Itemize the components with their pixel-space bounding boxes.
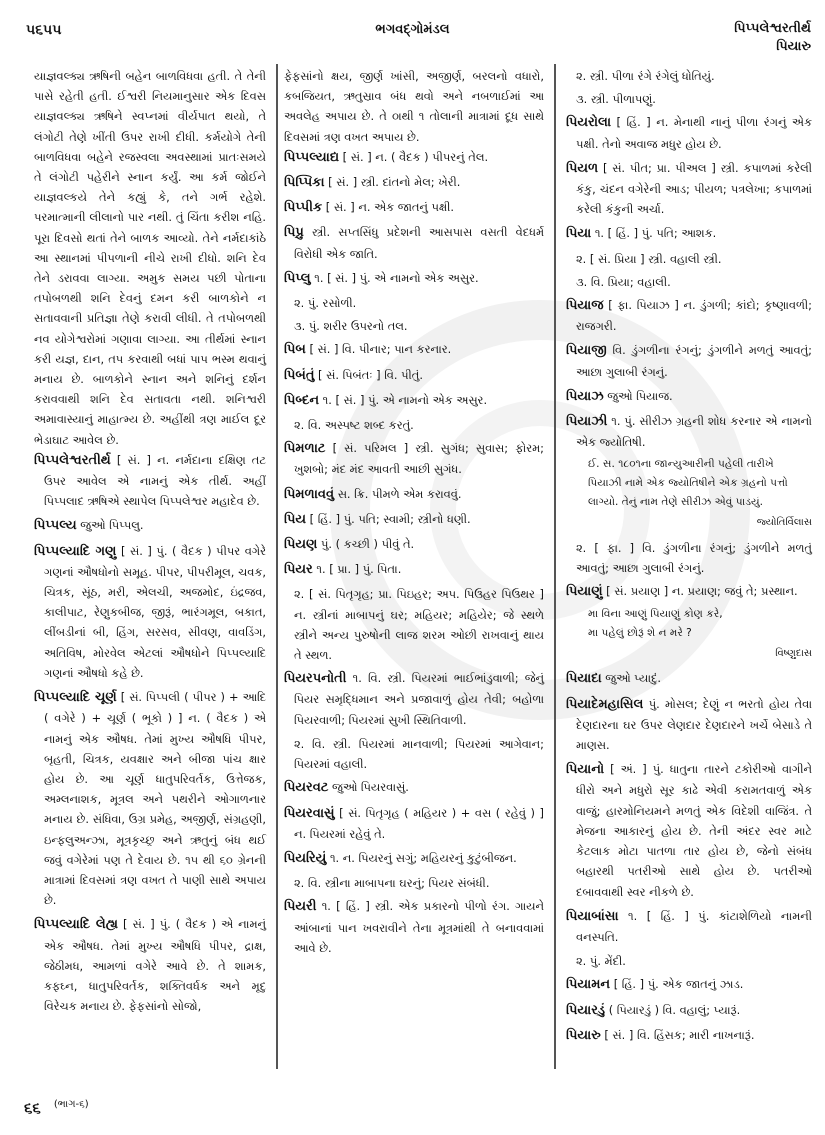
dictionary-entry — [284, 777, 544, 798]
entry-headword: પિમળાટ — [284, 441, 326, 457]
entry-headword: પિયરવટ — [284, 780, 329, 796]
dictionary-entry — [284, 365, 544, 386]
dictionary-entry — [284, 339, 544, 360]
entry-definition: [ ફા. પિયાઝ ] ન. ડુંગળી; કાંદો; કૃષ્ણાવળી; રાજગરી. — [576, 298, 812, 334]
quotation-source: જ્યોતિર્વિલાસ — [756, 517, 812, 529]
entry-definition: [ સં. ] પું. ( વૈદક ) પીપર વગેરે ગણનાં ઔષધોનો સમૂહ. પીપર, પીપરીમૂલ, ચવક, ચિત્રક, સૂંઠ, મરી, એલચી, અજમોદ, ઇંદ્રજવ, કાલીપાટ, રેણુકબીજ, જીરૂં, ભારંગમૂલ, બકાત, લીંબડીનાં બી, હિંગ, સરસવ, સીવણ, વાવડિંગ, અતિવિષ, મોરવેલ એટલાં ઔષધોને પિપ્પલ્યાદિ ગણનાં ઔષધો કહે છે. — [44, 543, 266, 680]
entry-headword: પિપ્પિકા — [284, 175, 325, 191]
entry-definition: ૧. [ સં. ] પું. એ નામનો એક અસુર. — [310, 270, 479, 285]
entry-headword: પિયા — [566, 226, 592, 242]
footer-part-label: (ભાગ-૬) — [53, 1098, 89, 1110]
entry-definition: [ હિં. ] ન. મેનાથી નાનું પીળા રંગનું એક પક્ષી. તેનો અવાજ મધુર હોય છે. — [576, 115, 812, 151]
dictionary-entry — [34, 450, 266, 512]
entry-definition: ૧. [ હિં. ] સ્ત્રી. એક પ્રકારનો પીળો રંગ. ગાયને આંબાનાં પાન ખવરાવીને તેના મૂત્રમાંથી તે બનાવવામાં આવે છે. — [294, 899, 544, 955]
dictionary-entry — [284, 268, 544, 289]
entry-definition: ૧. [ હિં. ] પું. પતિ; આશક. — [591, 226, 717, 241]
quotation-line: ઈ. સ. ૧૮૦૧ના જાન્યુઆરીની પહેલી તારીખે — [588, 458, 774, 471]
entry-definition: સ. ક્રિ. પીમળે એમ કરાવવું. — [334, 486, 462, 501]
entry-headword: પિબ્દન — [284, 392, 320, 408]
guide-word-last: પિયારુ — [776, 39, 811, 54]
column-divider — [276, 64, 278, 1069]
quotation-line: લાગ્યો. તેનું નામ તેણે સીરીઝ એવું પાડયું. — [588, 496, 764, 509]
dictionary-entry — [284, 390, 544, 411]
entry-definition: [ સં. પિબંતઃ ] વિ. પીતું. — [314, 367, 423, 382]
dictionary-entry — [284, 484, 544, 505]
entry-headword: પિપ્પીક — [284, 200, 323, 216]
quotation-line: પિયાઝી નામે એક જ્યોતિષીને એક ગ્રહનો પત્તો — [588, 477, 788, 490]
dictionary-entry — [284, 559, 544, 580]
entry-definition: [ હિં. ] પું. પતિ; સ્વામી; સ્ત્રીનો ધણી. — [306, 511, 471, 526]
dictionary-entry — [566, 1025, 812, 1046]
continued-text: ફેફસાંનો ક્ષય, જીર્ણ ખાંસી, અજીર્ણ, બરલનો વધારો, કબજિયત, ઋતુસ્રાવ બંધ થવો અને નબળાઈમાં આ અવલેહ અપાય છે. તે ૦ાથી ૧ તોલાની માત્રામાં દૂધ સાથે દિવસમાં ત્રણ વખત અપાય છે. — [284, 69, 544, 144]
continued-text: યાજ્ઞવલ્ક્ય ઋષિની બહેન બાળવિધવા હતી. તે તેની પાસે રહેતી હતી. ઈશ્વરી નિયમાનુસાર એક દિવસ યાજ્ઞવલ્ક્ય ઋષિને સ્વપ્નમાં વીર્યપાત થયો, તે લંગોટી તેણે ખીંતી ઉપર રાખી દીધી. કર્મયોગે તેની બાળવિધવા બહેને રજસ્વલા અવસ્થામાં પ્રાતઃસમયે તે લંગોટી પહેરીને સ્નાન કર્યું. આ કર્મ જોઈને યાજ્ઞવલ્કયે તેને કહ્યું કે, તને ગર્ભ રહેશે. પરમાત્માની લીલાનો પાર નથી. તું ચિંતા કરીશ નહિ. પૂરા દિવસો થતાં તેને બાળક આવ્યો. તેને નર્મદાકાંઠે આ સ્થાનમાં પીપળાની નીચે રાખી દીધો. શનિ દેવ તેને ડરાવવા લાગ્યા. અમુક સમય પછી પોતાના તપોબળથી શનિ દેવનું દમન કરી બાળકોને ન સતાવવાની પ્રતિજ્ઞા તેણે કરાવી લીધી. તે તપોબળથી નવ યોગેશ્વરોમાં ગણાવા લાગ્યા. આ તીર્થમાં સ્નાન કરી યજ્ઞ, દાન, તપ કરવાથી બધાં પાપ ભસ્મ થવાનું મનાય છે. બાળકોને સ્નાન અને શનિનું દર્શન કરાવવાથી શનિ દેવ સતાવતા નથી. શનિશ્વરી અમાવાસ્યાનું માહાત્મ્ય છે. અહીંથી ત્રણ માઈલ દૂર ભેડાઘાટ આવેલ છે. — [34, 69, 266, 447]
entry-definition: [ સં. પિતૃગૃહ ( મહિયર ) + વસ ( રહેવું ) ] ન. પિયરમાં રહેવું તે. — [294, 805, 544, 841]
quotation-source: વિષ્ણુદાસ — [775, 648, 812, 660]
column-divider — [554, 64, 556, 1069]
dictionary-entry — [566, 974, 812, 995]
dictionary-entry — [34, 687, 266, 910]
dictionary-entry — [284, 222, 544, 263]
entry-headword: પિયણ — [284, 537, 318, 553]
entry-headword: પિયર — [284, 562, 313, 578]
entry-definition: ૧. વિ. સ્ત્રી. પિયરમાં ભાઈભાંડુવાળી; જેનું પિયર સમૃદ્ધિમાન અને પ્રજાવાળું હોય તેવી; બહોળા પિયરવાળી; પિયરમાં સુખી સ્થિતિવાળી. — [294, 671, 544, 727]
dictionary-entry — [284, 509, 544, 530]
entry-definition: જુઓ પિયાજ. — [603, 388, 673, 403]
entry-headword: પિપ્લુ — [284, 270, 311, 286]
entry-headword: પિપ્પલ્યાદિ ચૂર્ણ — [34, 690, 117, 706]
entry-headword: પિયારુ — [566, 1027, 601, 1043]
entry-headword: પિપ્રુ — [284, 225, 304, 241]
sub-sense: ૨. પું. રસોળી. — [294, 296, 357, 311]
column-1 — [34, 66, 266, 1020]
entry-headword: પિપ્પલ્યાદિ ગણુ — [34, 543, 117, 559]
entry-definition: વિ. ડુંગળીના રંગનું; ડુંગળીને મળતું આવતું; આછા ગુલાબી રંગનું. — [576, 343, 812, 379]
dictionary-entry — [284, 668, 544, 730]
entry-headword: પિયારડું — [566, 1002, 606, 1018]
dictionary-entry — [284, 438, 544, 479]
entry-headword: પિયાનો — [566, 762, 605, 778]
entry-definition: સ્ત્રી. સપ્તસિંધુ પ્રદેશની આસપાસ વસતી વેદધર્મ વિરોધી એક જાતિ. — [294, 225, 544, 261]
dictionary-entry — [284, 803, 544, 844]
entry-definition: [ સં. પિપ્પલી ( પીપર ) + આદિ ( વગેરે ) + ચૂર્ણ ( ભૂકો ) ] ન. ( વૈદક ) એ નામનું એક ઔષધ. તેમાં મુખ્ય ઔષધિ પીપર, બૃહતી, ચિત્રક, યવક્ષાર અને બીજા પાંચ ક્ષાર હોય છે. આ ચૂર્ણ ધાતુપરિવર્તક, ઉત્તેજક, અમ્લનાશક, મૂત્રલ અને પથરીને ઓગાળનાર મનાય છે. સંધિવા, ઉગ્ર પ્રમેહ, અજીર્ણ, સંગ્રહણી, ઇન્ફલુઅન્ઝા, મૂત્રકૃચ્છ્ર અને ઋતુનું બંધ થઈ જવું વગેરેમાં પણ તે દેવાય છે. ૧૫ થી ૬૦ ગ્રેનની માત્રામાં દિવસમાં ત્રણ વખત તે પાણી સાથે અપાય છે. — [44, 690, 266, 908]
sub-sense: ૨. [ ફા. ] વિ. ડુંગળીના રંગનું; ડુંગળીને મળતું આવતું; આછા ગુલાબી રંગનું. — [576, 540, 812, 575]
dictionary-entry — [34, 541, 266, 683]
entry-definition: [ સં. ] વિ. હિંસક; મારી નાખનારૂં. — [600, 1027, 755, 1042]
entry-definition: [ સં. ] પું. ( વૈદક ) એ નામનું એક ઔષધ. તેમાં મુખ્ય ઔષધિ પીપર, દ્રાક્ષ, જેઠીમધ, આમળાં વગેરે આવે છે. તે શામક, કફઘ્ન, ધાતુપરિવર્તક, શક્તિવર્ધક અને મૃદુ વિરેચક મનાય છે. ફેફસાંનો સોજો, — [44, 917, 266, 1014]
book-title: ભગવદ્ગોમંડલ — [375, 22, 450, 37]
dictionary-entry — [284, 172, 544, 193]
entry-headword: પિયાબાંસા — [566, 908, 619, 924]
entry-headword: પિમળાવવું — [284, 486, 335, 502]
sub-sense: ૨. [ સં. પ્રિયા ] સ્ત્રી. વહાલી સ્ત્રી. — [576, 251, 722, 266]
entry-headword: પિયળ — [566, 160, 599, 176]
sub-sense: ૨. વિ. સ્ત્રી. પિયરમાં માનવાળી; પિયરમાં આગેવાન; પિયરમાં વહાલી. — [294, 736, 544, 772]
entry-definition: ૧. [ સં. ] પું. એ નામનો એક અસુર. — [319, 392, 488, 407]
sub-sense: ૨. વિ. અસ્પષ્ટ શબ્દ કરતું. — [294, 418, 414, 433]
entry-definition: [ સં. ] વિ. પીનાર; પાન કરનાર. — [305, 342, 452, 357]
dictionary-entry — [566, 112, 812, 153]
entry-headword: પિપ્પલ્યાદ્ય — [284, 149, 340, 165]
entry-headword: પિયરિયું — [284, 850, 327, 866]
entry-definition: જુઓ પિયરવાસું. — [328, 780, 409, 795]
dictionary-entry — [566, 668, 812, 689]
dictionary-entry — [566, 1000, 812, 1021]
dictionary-entry — [34, 914, 266, 1016]
entry-definition: [ સં. ] ન. ( વૈદક ) પીપરનું તેલ. — [339, 149, 489, 164]
entry-headword: પિયાજી — [566, 343, 607, 359]
dictionary-entry — [566, 906, 812, 947]
dictionary-entry — [284, 896, 544, 958]
entry-headword: પિયરોલા — [566, 115, 612, 131]
dictionary-entry — [284, 848, 544, 869]
entry-definition: જુઓ પ્યાદું. — [601, 671, 662, 686]
quotation-line: મા પહેલું છોરૂં શે ન મરે ? — [588, 627, 692, 640]
entry-definition: ૧. ન. પિયરનું સગું; મહિયરનું કુટુંબીજન. — [326, 850, 517, 865]
dictionary-entry — [566, 340, 812, 381]
sub-sense: ૨. [ સં. પિતૃગૃહ; પ્રા. પિઇહર; અપ. પિઉહર પિઉથર ] ન. સ્ત્રીનાં માબાપનું ઘર; મહિયર; મહિયેર; જે સ્થળે સ્ત્રીને અન્ય પુરુષોની લાજ શરમ ઓછી રાખવાનું થાય તે સ્થળ. — [294, 587, 544, 663]
sub-sense: ૩. વિ. પ્રિયા; વહાલી. — [576, 274, 671, 289]
sub-sense: ૩. સ્ત્રી. પીળાપણું. — [576, 92, 656, 107]
page-footer — [24, 1098, 89, 1117]
entry-headword: પિપ્પલ્ય — [34, 518, 77, 534]
dictionary-entry — [566, 694, 812, 756]
entry-headword: પિયાઝ — [566, 388, 604, 404]
entry-definition: [ સં. પીત; પ્રા. પીઅલ ] સ્ત્રી. કપાળમાં કરેલી કંકુ, ચંદન વગેરેની આડ; પીયળ; પત્રલેખા; કપાળમાં કરેલી કંકુની અર્ચા. — [576, 160, 812, 217]
dictionary-entry — [284, 534, 544, 555]
quotation-line: મા વિના આણું પિયાણું કોણ કરે, — [588, 608, 723, 621]
column-2 — [284, 66, 544, 962]
entry-definition: ૧. [ પ્રા. ] પું. પિતા. — [312, 562, 402, 577]
guide-words — [734, 20, 811, 56]
entry-headword: પિયરપનોતી — [284, 671, 347, 687]
entry-definition: પું. મોસલ; દેણું ન ભરતો હોય તેવા દેણદારના ઘર ઉપર લેણદાર દેણદારને ખર્ચે બેસાડે તે માણસ. — [576, 696, 812, 753]
dictionary-entry — [566, 411, 812, 452]
sub-sense: ૩. પું. શરીર ઉપરનો તલ. — [294, 319, 408, 334]
entry-definition: ૧. [ હિં. ] પું. કાંટાશેળિયો નામની વનસ્પતિ. — [576, 908, 812, 944]
dictionary-entry — [284, 197, 544, 218]
page-header — [0, 18, 825, 63]
entry-definition: ૧. પું. સીરીઝ ગ્રહની શોધ કરનાર એ નામનો એક જ્યોતિષી. — [576, 414, 812, 450]
entry-definition: [ અં. ] પું. ધાતુના તારને ટકોરીઓ વાગીને ધીરો અને મધુરો સૂર કાઢે એવી કરામતવાળું એક વાજું; હારમોનિયમને મળતું એક વિદેશી વાજિંત્ર. તે મેજના આકારનું હોય છે. તેની અંદર સ્વર માટે કેટલાક મોટા પાતળા તાર હોય છે, જેનો સંબંધ બહારથી પતરીઓ સાથે હોય છે. પતરીઓ દબાવવાથી સ્વર નીકળે છે. — [576, 762, 812, 899]
entry-definition: [ સં. ] ન. નર્મદાના દક્ષિણ તટ ઉપર આવેલ એ નામનું એક તીર્થ. અહીં પિપ્પલાદ ઋષિએ સ્થાપેલ પિપ્પલેશ્વર મહાદેવ છે. — [44, 452, 266, 509]
sub-sense: ૨. સ્ત્રી. પીળા રંગે રંગેલું ધોતિયું. — [576, 69, 715, 83]
entry-definition: [ સં. પ્રયાણ ] ન. પ્રયાણ; જવું તે; પ્રસ્થાન. — [602, 584, 798, 599]
dictionary-entry — [566, 158, 812, 220]
entry-definition: [ સં. પરિમલ ] સ્ત્રી. સુગંધ; સુવાસ; ફોરમ; ખુશબો; મંદ મંદ આવતી આછી સુગંધ. — [294, 441, 544, 477]
entry-headword: પિપ્પલ્યાદિ લેહ્ય — [34, 917, 118, 933]
dictionary-entry — [566, 581, 812, 602]
dictionary-entry — [284, 147, 544, 168]
entry-definition: [ સં. ] સ્ત્રી. દાંતનો મેલ; ખેરી. — [324, 175, 461, 190]
entry-headword: પિયરવાસું — [284, 805, 335, 821]
entry-headword: પિયરી — [284, 899, 317, 915]
sub-sense: ૨. પું. મેંદી. — [576, 954, 626, 969]
column-3 — [566, 66, 812, 1050]
entry-definition: ( પિયારડું ) વિ. વહાલું; પ્યારૂં. — [605, 1002, 741, 1017]
entry-definition: [ હિં. ] પું. એક જાતનું ઝાડ. — [610, 977, 744, 992]
entry-headword: પિયાજ — [566, 298, 604, 314]
entry-headword: પિપ્પલેશ્વરતીર્થ — [34, 452, 111, 468]
footer-page-number: ૬૬ — [24, 1099, 41, 1117]
entry-definition: પું. ( કચ્છી ) પીવું તે. — [317, 537, 415, 552]
entry-definition: જુઓ પિપ્પલુ. — [76, 518, 144, 533]
entry-headword: પિયાણું — [566, 584, 603, 600]
entry-headword: પિબ — [284, 342, 306, 358]
entry-headword: પિયાઝી — [566, 414, 608, 430]
sub-sense: ૨. વિ. સ્ત્રીના માબાપના ઘરનું; પિયર સંબંધી. — [294, 876, 490, 891]
dictionary-entry — [566, 386, 812, 407]
entry-headword: પિબંતું — [284, 367, 315, 383]
dictionary-entry — [34, 515, 266, 536]
guide-word-first: પિપ્પલેશ્વરતીર્થ — [734, 21, 811, 36]
dictionary-entry — [566, 295, 812, 336]
entry-headword: પિયામન — [566, 977, 611, 993]
entry-headword: પિયાદેમહાસિલ — [566, 696, 644, 712]
entry-headword: પિય — [284, 511, 307, 527]
dictionary-entry — [566, 223, 812, 244]
page-number: ૫૬૫૫ — [26, 22, 62, 38]
entry-definition: [ સં. ] ન. એક જાતનું પક્ષી. — [322, 200, 455, 215]
entry-headword: પિયાદા — [566, 671, 602, 687]
dictionary-entry — [566, 759, 812, 901]
